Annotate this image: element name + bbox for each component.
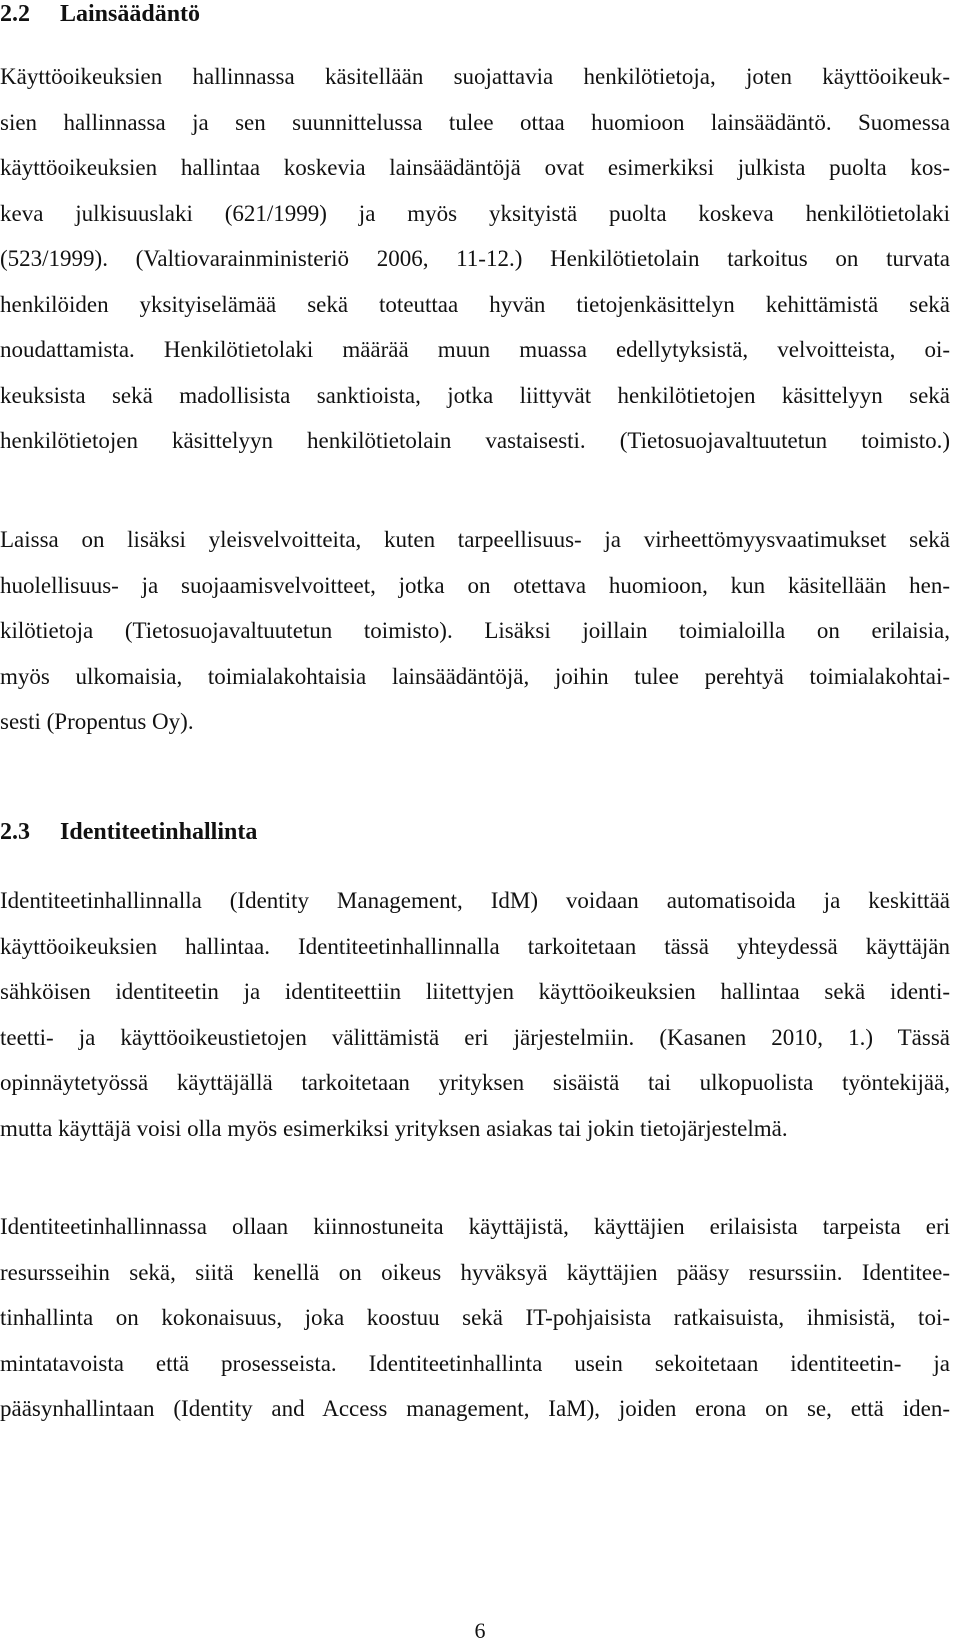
text-line: keva julkisuuslaki (621/1999) ja myös yksityistä puolta koskeva henkilötietolaki xyxy=(0,200,950,226)
text-line: Laissa on lisäksi yleisvelvoitteita, kuten tarpeellisuus- ja virheettömyysvaatimukset sekä xyxy=(0,527,950,552)
paragraph-lainsaadanto-1 xyxy=(0,62,950,472)
text-line: henkilötietojen käsittelyyn henkilötietolain vastaisesti. (Tietosuojavaltuutetun toimisto.) xyxy=(0,428,950,453)
text-line: (523/1999). (Valtiovarainministeriö 2006, 11-12.) Henkilötietolain tarkoitus on turvata xyxy=(0,246,950,271)
section-number: 2.3 xyxy=(0,819,30,845)
text-line: sesti (Propentus Oy). xyxy=(0,709,194,734)
text-line: teetti- ja käyttöoikeustietojen välittämistä eri järjestelmiin. (Kasanen 2010, 1.) Tässä xyxy=(0,1024,950,1050)
text-line: kilötietoja (Tietosuojavaltuutetun toimisto). Lisäksi joillain toimialoilla on erilaisia, xyxy=(0,618,950,643)
text-line: huolellisuus- ja suojaamisvelvoitteet, jotka on otettava huomioon, kun käsitellään hen- xyxy=(0,572,950,598)
section-title: Lainsäädäntö xyxy=(60,1,201,27)
text-line: Käyttöoikeuksien hallinnassa käsitellään suojattavia henkilötietoja, joten käyttöoikeuk- xyxy=(0,64,950,89)
page-number: 6 xyxy=(474,1618,486,1643)
paragraph-lainsaadanto-2 xyxy=(0,525,950,753)
text-line: Identiteetinhallinnalla (Identity Management, IdM) voidaan automatisoida ja keskittää xyxy=(0,888,950,913)
section-heading-2-3 xyxy=(0,818,257,846)
text-line: keuksista sekä madollisista sanktioista, jotka liittyvät henkilötietojen käsittelyyn sekä xyxy=(0,382,950,408)
text-line: myös ulkomaisia, toimialakohtaisia lainsäädäntöjä, joihin tulee perehtyä toimialakohtai- xyxy=(0,663,950,689)
text-line: opinnäytetyössä käyttäjällä tarkoitetaan yrityksen sisäistä tai ulkopuolista työntekijää, xyxy=(0,1070,950,1095)
section-heading-2-2 xyxy=(0,0,200,28)
section-number: 2.2 xyxy=(0,1,30,27)
section-title: Identiteetinhallinta xyxy=(60,819,258,845)
text-line: noudattamista. Henkilötietolaki määrää muun muassa edellytyksistä, velvoitteista, oi- xyxy=(0,337,950,362)
text-line: sien hallinnassa ja sen suunnittelussa tulee ottaa huomioon lainsäädäntö. Suomessa xyxy=(0,109,950,135)
text-line: henkilöiden yksityiselämää sekä toteuttaa hyvän tietojenkäsittelyn kehittämistä sekä xyxy=(0,291,950,317)
text-line: tinhallinta on kokonaisuus, joka koostuu sekä IT-pohjaisista ratkaisuista, ihmisistä, toi- xyxy=(0,1305,950,1330)
text-line: pääsynhallintaan (Identity and Access management, IaM), joiden erona on se, että iden- xyxy=(0,1396,950,1421)
text-line: Identiteetinhallinnassa ollaan kiinnostuneita käyttäjistä, käyttäjien erilaisista tarpeista eri xyxy=(0,1214,950,1239)
text-line: resursseihin sekä, siitä kenellä on oikeus hyväksyä käyttäjien pääsy resurssiin. Identitee- xyxy=(0,1259,950,1285)
paragraph-identiteetinhallinta-1 xyxy=(0,886,950,1159)
text-line: käyttöoikeuksien hallintaa. Identiteetinhallinnalla tarkoitetaan tässä yhteydessä käyttäjän xyxy=(0,933,950,959)
text-line: käyttöoikeuksien hallintaa koskevia lainsäädäntöjä ovat esimerkiksi julkista puolta kos- xyxy=(0,155,950,180)
text-line: sähköisen identiteetin ja identiteettiin liitettyjen käyttöoikeuksien hallintaa sekä identi- xyxy=(0,979,950,1004)
paragraph-identiteetinhallinta-2 xyxy=(0,1212,950,1440)
text-line: mutta käyttäjä voisi olla myös esimerkiksi yrityksen asiakas tai jokin tietojärjestelmä. xyxy=(0,1115,788,1141)
text-line: mintatavoista että prosesseista. Identiteetinhallinta usein sekoitetaan identiteetin- ja xyxy=(0,1350,950,1376)
